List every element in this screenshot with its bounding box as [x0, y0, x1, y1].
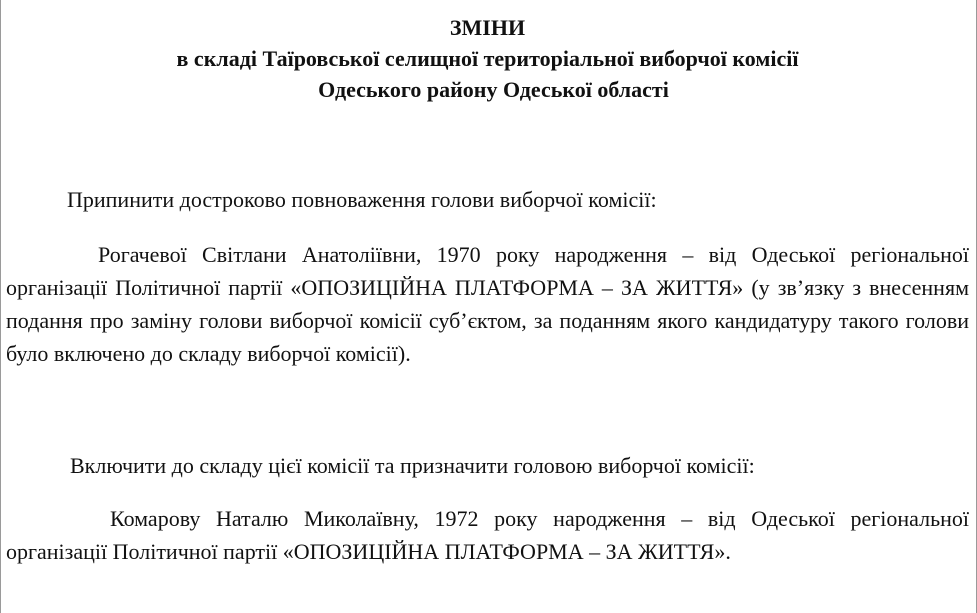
heading-title: ЗМІНИ: [449, 15, 526, 40]
document-heading: [6, 12, 969, 105]
heading-region: Одеського району Одеської області: [318, 77, 669, 102]
appoint-intro-paragraph: Включити до складу цієї комісії та призначити головою виборчої комісії:: [70, 453, 755, 478]
appointed-member-paragraph: Комарову Наталю Миколаївну, 1972 року народження – від Одеської регіональної організації Політичної партії «ОПОЗИЦІЙНА ПЛАТФОРМА – ЗА ЖИТТЯ».: [6, 506, 969, 564]
document-page: [6, 0, 969, 564]
terminate-intro-paragraph: Припинити достроково повноваження голови виборчої комісії:: [67, 187, 657, 212]
terminated-member-paragraph: Рогачевої Світлани Анатоліївни, 1970 року народження – від Одеської регіональної організації Політичної партії «ОПОЗИЦІЙНА ПЛАТФОРМА – ЗА ЖИТТЯ» (у зв’язку з внесенням подання про заміну голови виборчої комісії суб’єктом, за поданням якого кандидатуру такого голови було включено до складу виборчої комісії).: [6, 242, 969, 366]
heading-subtitle: в складі Таїровської селищної територіальної виборчої комісії: [176, 46, 799, 71]
page-left-border: [0, 0, 1, 613]
